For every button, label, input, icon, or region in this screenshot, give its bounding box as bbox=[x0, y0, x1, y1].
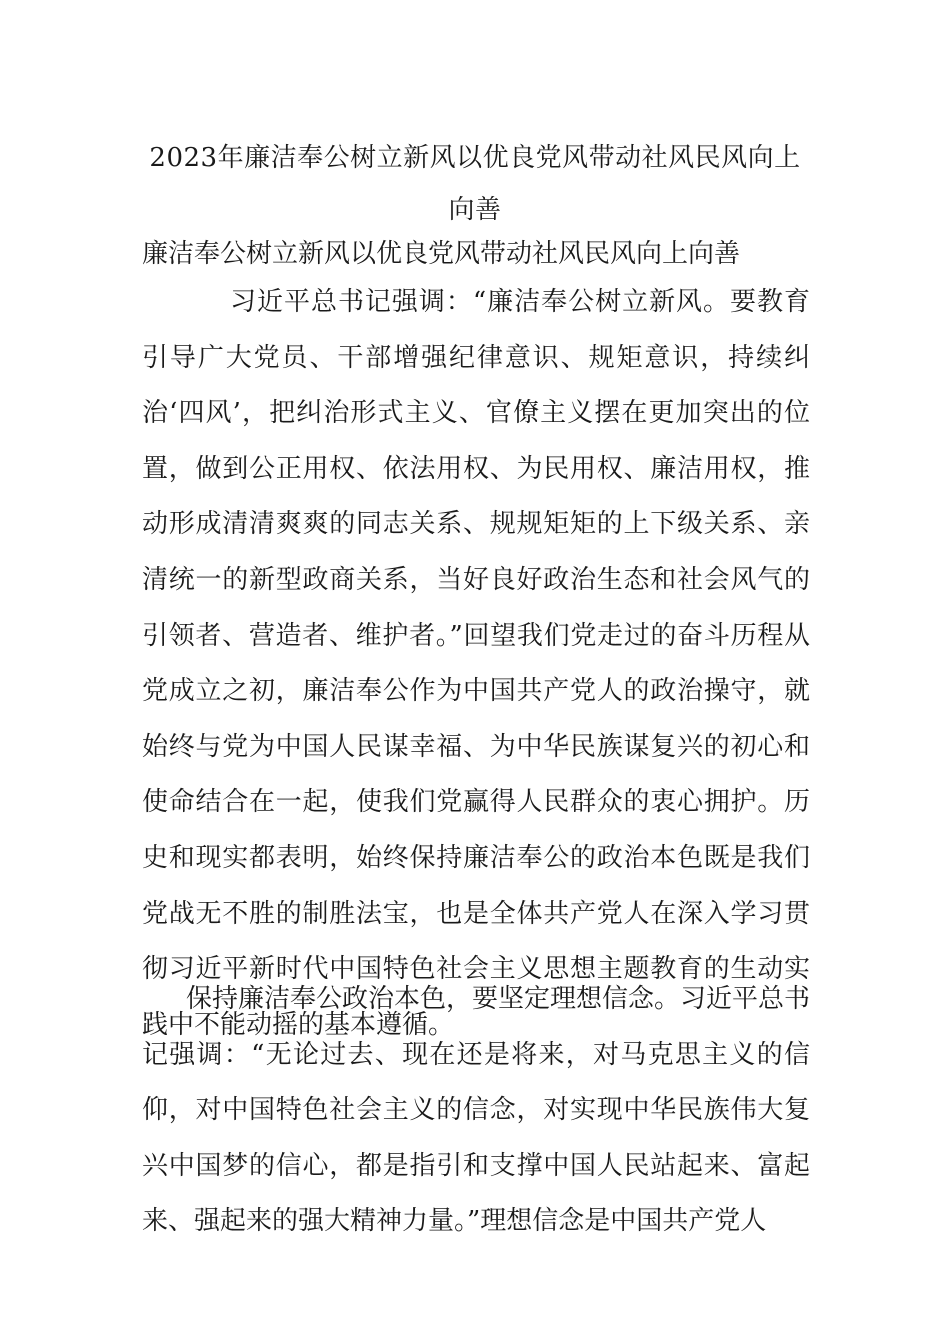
paragraph-1: 习近平总书记强调：“廉洁奉公树立新风。要教育引导广大党员、干部增强纪律意识、规矩意识，持续纠治‘四风’，把纠治形式主义、官僚主义摆在更加突出的位置，做到公正用权、依法用权、为民用权、廉洁用权，推动形成清清爽爽的同志关系、规规矩矩的上下级关系、亲清统一的新型政商关系，当好良好政治生态和社会风气的引领者、营造者、维护者。”回望我们党走过的奋斗历程从党成立之初，廉洁奉公作为中国共产党人的政治操守，就始终与党为中国人民谋幸福、为中华民族谋复兴的初心和使命结合在一起，使我们党赢得人民群众的衷心拥护。历史和现实都表明，始终保持廉洁奉公的政治本色既是我们党战无不胜的制胜法宝，也是全体共产党人在深入学习贯彻习近平新时代中国特色社会主义思想主题教育的生动实践中不能动摇的基本遵循。 bbox=[142, 287, 810, 1040]
document-title: 2023年廉洁奉公树立新风以优良党风带动社风民风向上向善 bbox=[149, 143, 801, 225]
document-subtitle: 廉洁奉公树立新风以优良党风带动社风民风向上向善 bbox=[142, 239, 741, 269]
paragraph-2: 保持廉洁奉公政治本色，要坚定理想信念。习近平总书记强调：“无论过去、现在还是将来，对马克思主义的信仰，对中国特色社会主义的信念，对实现中华民族伟大复兴中国梦的信心，都是指引和支撑中国人民站起来、富起来、强起来的强大精神力量。”理想信念是中国共产党人 bbox=[142, 984, 811, 1237]
